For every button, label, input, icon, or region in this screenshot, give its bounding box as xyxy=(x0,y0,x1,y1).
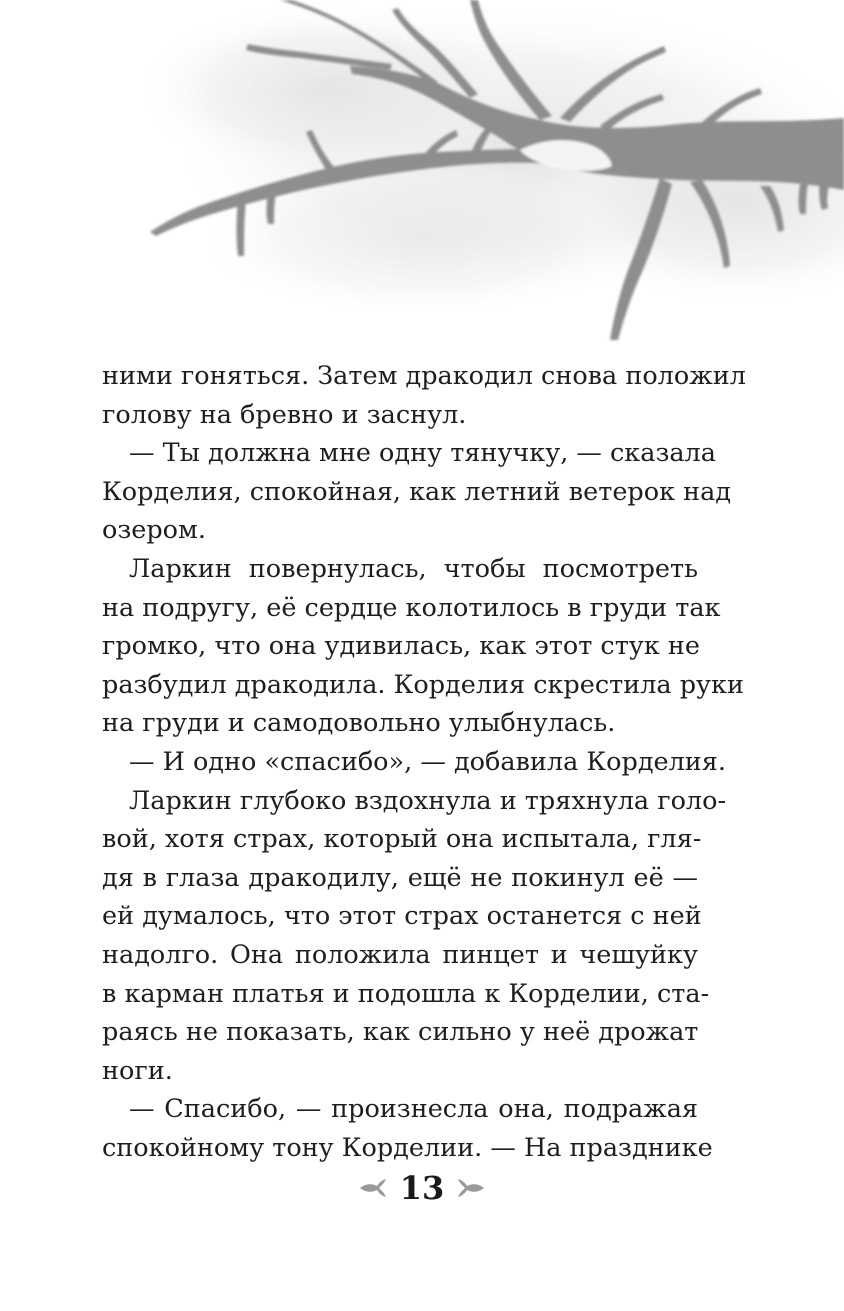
page-number: 13 xyxy=(399,1169,445,1207)
page-folio xyxy=(0,1163,844,1213)
text-line: озером. xyxy=(102,515,206,546)
text-line: Ларкин повернулась, чтобы посмотреть xyxy=(129,553,698,584)
text-line: вой, хотя страх, который она испытала, гля- xyxy=(102,824,702,855)
text-line: ей думалось, что этот страх останется с ней xyxy=(102,901,702,932)
text-line: — Спасибо, — произнесла она, подражая xyxy=(129,1094,698,1125)
text-line: — Ты должна мне одну тянучку, — сказала xyxy=(129,438,716,469)
text-line: на груди и самодовольно улыбнулась. xyxy=(102,708,616,739)
text-line: дя в глаза дракодилу, ещё не покинул её — xyxy=(102,862,698,893)
text-line: надолго. Она положила пинцет и чешуйку xyxy=(102,939,698,970)
text-line: ноги. xyxy=(102,1055,173,1086)
leaf-ornament-right-icon xyxy=(456,1177,486,1199)
text-line: ними гоняться. Затем дракодил снова положил xyxy=(102,361,746,391)
text-line: — И одно «спасибо», — добавила Корделия. xyxy=(129,746,726,777)
body-text xyxy=(102,357,746,1167)
text-line: в карман платья и подошла к Корделии, ста- xyxy=(102,978,710,1009)
text-line: голову на бревно и заснул. xyxy=(102,399,467,430)
text-line: громко, что она удивилась, как этот стук не xyxy=(102,631,700,662)
text-line: раясь не показать, как сильно у неё дрожат xyxy=(102,1017,699,1048)
text-line: спокойному тону Корделии. — На празднике xyxy=(102,1132,713,1163)
text-line: разбудил дракодила. Корделия скрестила руки xyxy=(102,669,744,700)
text-line: Ларкин глубоко вздохнула и тряхнула голо- xyxy=(129,785,727,816)
text-line: на подругу, её сердце колотилось в груди так xyxy=(102,592,721,623)
leaf-ornament-left-icon xyxy=(358,1177,388,1199)
tree-branch-illustration xyxy=(0,0,844,345)
text-line: Корделия, спокойная, как летний ветерок над xyxy=(102,476,732,507)
